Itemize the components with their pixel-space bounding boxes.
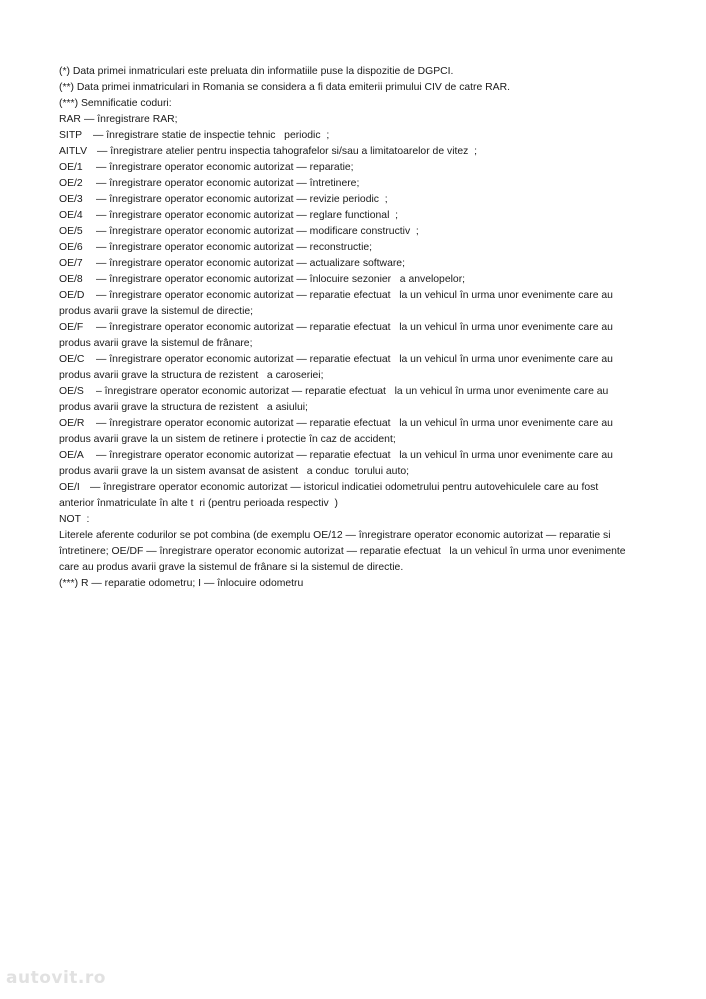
note-romania-registration: (**) Data primei inmatriculari in Romania se considera a fi data emiterii primului CIV de catre RAR.: [59, 82, 511, 93]
code-description: — înregistrare operator economic autorizat — istoricul indicatiei odometrului pentru autovehiculele care au fost: [90, 482, 599, 493]
document-body: [59, 64, 649, 592]
code-description: — înregistrare operator economic autorizat — revizie periodic ;: [96, 194, 388, 205]
code-description: — înregistrare operator economic autorizat — reparatie efectuat la un vehicul în urma unor evenimente care au: [96, 322, 613, 333]
code-description: — înregistrare operator economic autorizat — reparatie efectuat la un vehicul în urma unor evenimente care au: [96, 418, 613, 429]
code-row-long: [59, 352, 649, 384]
code-label: OE/1: [59, 162, 83, 173]
odometer-note: (***) R — reparatie odometru; I — înlocuire odometru: [59, 578, 304, 589]
code-description: — înregistrare operator economic autorizat — reparatie efectuat la un vehicul în urma unor evenimente care au: [96, 354, 613, 365]
combination-note-line: Literele aferente codurilor se pot combina (de exemplu OE/12 — înregistrare operator economic autorizat — reparatie si: [59, 530, 611, 541]
combination-note-line: care au produs avarii grave la sistemul de frânare si la sistemul de directie.: [59, 562, 404, 573]
code-row: [59, 272, 649, 288]
code-description: — înregistrare statie de inspectie tehnic periodic ;: [93, 130, 330, 141]
code-label: OE/I: [59, 482, 80, 493]
code-label: AITLV: [59, 146, 88, 157]
code-row: [59, 256, 649, 272]
code-label: OE/S: [59, 386, 84, 397]
code-row-long: [59, 480, 649, 512]
code-description: – înregistrare operator economic autorizat — reparatie efectuat la un vehicul în urma unor evenimente care au: [96, 386, 609, 397]
code-description: — înregistrare operator economic autorizat — modificare constructiv ;: [96, 226, 419, 237]
code-description: — înregistrare operator economic autorizat — reparatie efectuat la un vehicul în urma unor evenimente care au: [96, 290, 613, 301]
code-description: — înregistrare atelier pentru inspectia tahografelor si/sau a limitatoarelor de vitez ;: [97, 146, 478, 157]
code-description-continued: produs avarii grave la sistemul de directie;: [59, 306, 254, 317]
code-row-long: [59, 320, 649, 352]
code-label: OE/4: [59, 210, 83, 221]
code-row: [59, 144, 649, 160]
code-description-continued: anterior înmatriculate în alte t ri (pentru perioada respectiv ): [59, 498, 338, 509]
code-row: [59, 176, 649, 192]
note-first-registration: (*) Data primei inmatriculari este preluata din informatiile puse la dispozitie de DGPCI.: [59, 66, 454, 77]
code-row: [59, 112, 649, 128]
code-label: RAR: [59, 114, 81, 125]
code-row-long: [59, 384, 649, 416]
code-description-continued: produs avarii grave la structura de rezistent a caroseriei;: [59, 370, 324, 381]
watermark-logo: autovit.ro: [6, 968, 106, 988]
code-description: — înregistrare operator economic autorizat — reparatie efectuat la un vehicul în urma unor evenimente care au: [96, 450, 613, 461]
code-label: OE/F: [59, 322, 84, 333]
code-description: — înregistrare RAR;: [84, 114, 178, 125]
code-description-continued: produs avarii grave la sistemul de frânare;: [59, 338, 253, 349]
code-label: OE/A: [59, 450, 84, 461]
code-label: OE/2: [59, 178, 83, 189]
code-row: [59, 128, 649, 144]
code-label: OE/C: [59, 354, 85, 365]
code-description: — înregistrare operator economic autorizat — reglare functional ;: [96, 210, 399, 221]
note-label: NOT :: [59, 514, 90, 525]
code-row: [59, 160, 649, 176]
combination-note: [59, 528, 649, 576]
code-label: OE/5: [59, 226, 83, 237]
code-label: OE/D: [59, 290, 85, 301]
code-description: — înregistrare operator economic autorizat — reparatie;: [96, 162, 354, 173]
code-label: OE/8: [59, 274, 83, 285]
code-description: — înregistrare operator economic autorizat — întretinere;: [96, 178, 360, 189]
code-description: — înregistrare operator economic autorizat — reconstructie;: [96, 242, 373, 253]
code-description-continued: produs avarii grave la structura de rezistent a asiului;: [59, 402, 308, 413]
code-row-long: [59, 416, 649, 448]
code-row: [59, 224, 649, 240]
code-row: [59, 240, 649, 256]
code-label: OE/7: [59, 258, 83, 269]
code-row: [59, 208, 649, 224]
note-codes-heading: (***) Semnificatie coduri:: [59, 98, 172, 109]
combination-note-line: întretinere; OE/DF — înregistrare operator economic autorizat — reparatie efectuat la un vehicul în urma unor evenimente: [59, 546, 626, 557]
code-row-long: [59, 448, 649, 480]
code-label: SITP: [59, 130, 83, 141]
code-description-continued: produs avarii grave la un sistem avansat de asistent a conduc torului auto;: [59, 466, 410, 477]
code-description: — înregistrare operator economic autorizat — actualizare software;: [96, 258, 405, 269]
code-row-long: [59, 288, 649, 320]
code-label: OE/6: [59, 242, 83, 253]
code-label: OE/3: [59, 194, 83, 205]
code-description-continued: produs avarii grave la un sistem de retinere i protectie în caz de accident;: [59, 434, 396, 445]
code-label: OE/R: [59, 418, 85, 429]
code-description: — înregistrare operator economic autorizat — înlocuire sezonier a anvelopelor;: [96, 274, 466, 285]
code-row: [59, 192, 649, 208]
